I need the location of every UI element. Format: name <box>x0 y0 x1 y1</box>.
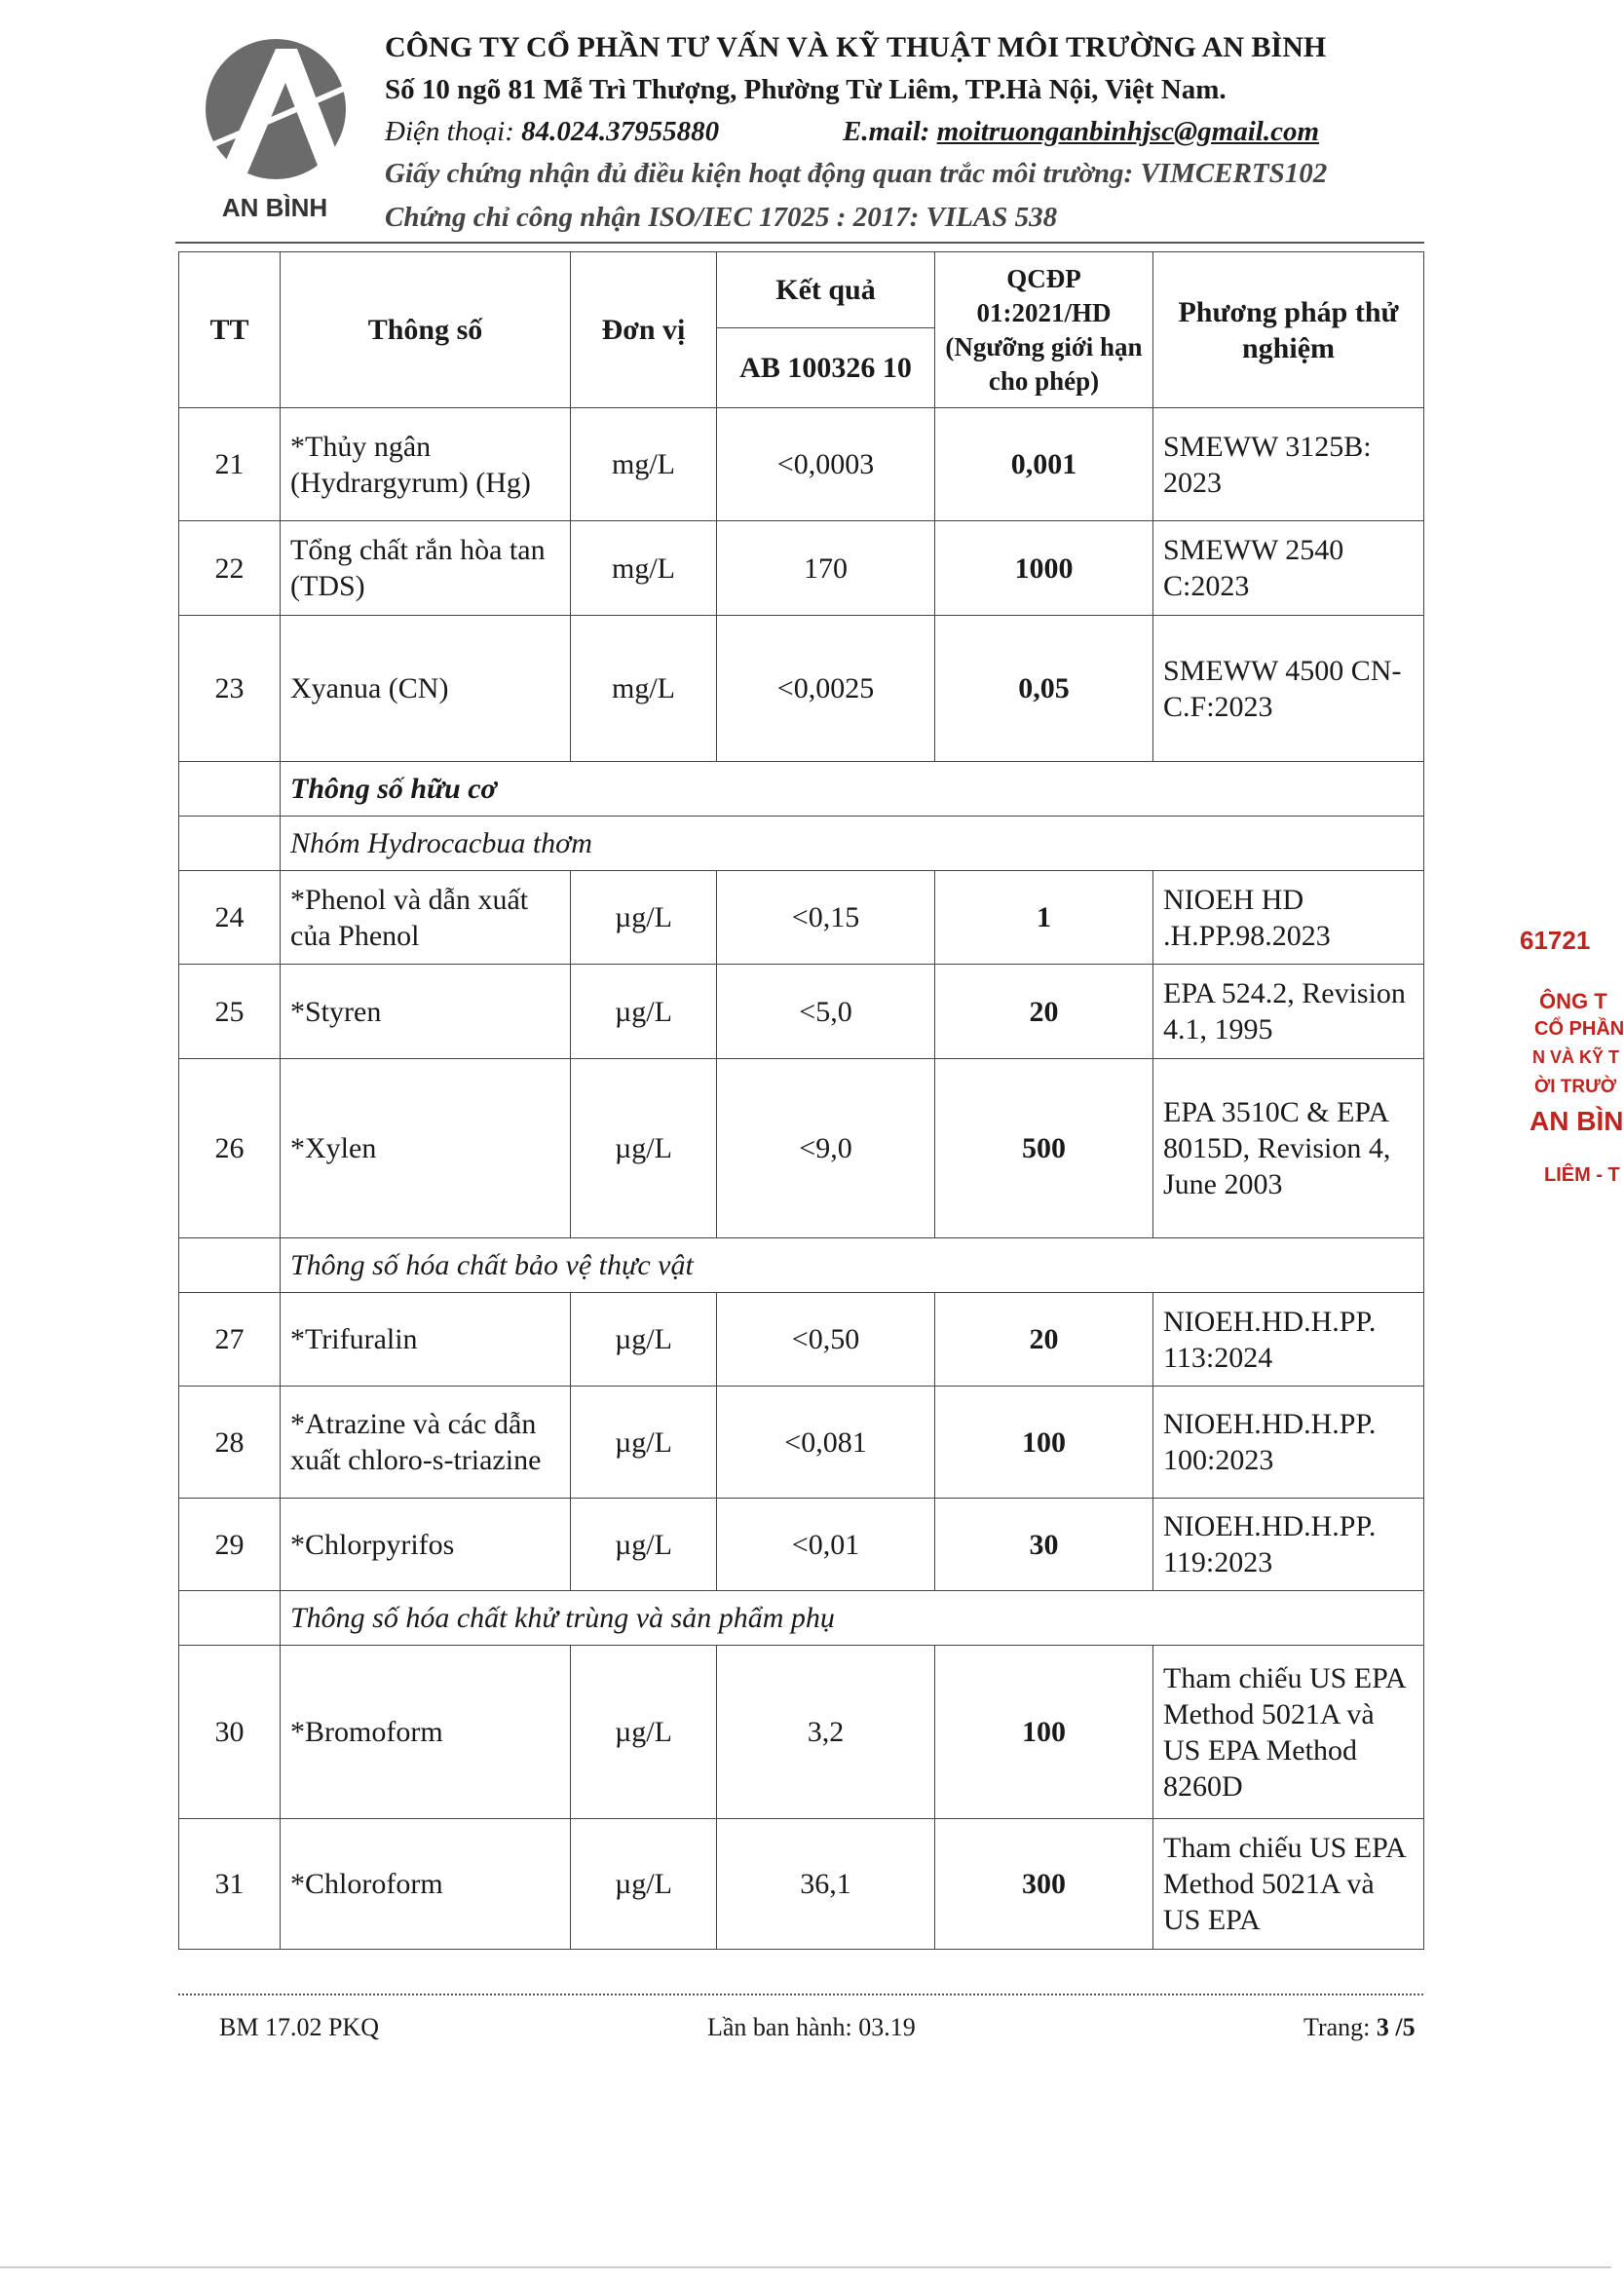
company-stamp <box>1486 926 1624 1218</box>
cell-unit: µg/L <box>571 1819 717 1950</box>
cell-limit: 0,05 <box>935 616 1153 762</box>
group-row <box>179 1238 1424 1293</box>
cell-tt: 24 <box>179 871 281 965</box>
footer-rule <box>178 1994 1423 1995</box>
stamp-line: LIÊM - T <box>1544 1164 1620 1186</box>
results-table <box>178 251 1424 1950</box>
group-row <box>179 1591 1424 1646</box>
cell-param: *Thủy ngân (Hydrargyrum) (Hg) <box>281 408 571 521</box>
header-rule <box>175 242 1424 244</box>
stamp-line: CỔ PHẦN <box>1534 1018 1624 1040</box>
certificate-line: Giấy chứng nhận đủ điều kiện hoạt động quan trắc môi trường: VIMCERTS102 <box>385 158 1328 189</box>
phone-label: Điện thoại: <box>385 116 522 147</box>
cell-unit: µg/L <box>571 1059 717 1238</box>
group-spacer <box>179 762 281 817</box>
group-spacer <box>179 1591 281 1646</box>
cell-unit: mg/L <box>571 521 717 616</box>
cell-tt: 25 <box>179 965 281 1059</box>
cell-unit: µg/L <box>571 1293 717 1387</box>
email-link[interactable]: moitruonganbinhjsc@gmail.com <box>936 116 1320 147</box>
issue-number: Lần ban hành: 03.19 <box>707 2013 916 2041</box>
cell-param: Tổng chất rắn hòa tan (TDS) <box>281 521 571 616</box>
cell-unit: mg/L <box>571 616 717 762</box>
table-row <box>179 1499 1424 1591</box>
cell-param: *Styren <box>281 965 571 1059</box>
cell-result: <0,01 <box>717 1499 935 1591</box>
cell-tt: 26 <box>179 1059 281 1238</box>
logo-text: AN BÌNH <box>221 193 328 222</box>
group-disinfect: Thông số hóa chất khử trùng và sản phẩm phụ <box>281 1591 1424 1646</box>
table-row <box>179 408 1424 521</box>
group-row <box>179 762 1424 817</box>
header-method: Phương pháp thử nghiệm <box>1153 252 1424 408</box>
scan-edge <box>0 2266 1611 2268</box>
cell-limit: 100 <box>935 1646 1153 1819</box>
cell-unit: µg/L <box>571 1387 717 1499</box>
cell-limit: 300 <box>935 1819 1153 1950</box>
cell-method: NIOEH.HD.H.PP. 113:2024 <box>1153 1293 1424 1387</box>
table-row <box>179 1819 1424 1950</box>
cell-method: SMEWW 4500 CN- C.F:2023 <box>1153 616 1424 762</box>
cell-unit: mg/L <box>571 408 717 521</box>
cell-param: *Phenol và dẫn xuất của Phenol <box>281 871 571 965</box>
group-pesticide: Thông số hóa chất bảo vệ thực vật <box>281 1238 1424 1293</box>
table-row <box>179 965 1424 1059</box>
header-tt: TT <box>179 252 281 408</box>
iso-line: Chứng chỉ công nhận ISO/IEC 17025 : 2017: VILAS 538 <box>385 202 1058 233</box>
cell-unit: µg/L <box>571 871 717 965</box>
group-spacer <box>179 1238 281 1293</box>
cell-param: *Chloroform <box>281 1819 571 1950</box>
cell-param: Xyanua (CN) <box>281 616 571 762</box>
cell-unit: µg/L <box>571 1646 717 1819</box>
cell-result: 36,1 <box>717 1819 935 1950</box>
cell-result: <0,081 <box>717 1387 935 1499</box>
stamp-line: AN BÌN <box>1530 1106 1624 1136</box>
cell-tt: 30 <box>179 1646 281 1819</box>
cell-result: <0,0025 <box>717 616 935 762</box>
group-spacer <box>179 817 281 871</box>
cell-method: NIOEH HD .H.PP.98.2023 <box>1153 871 1424 965</box>
cell-method: EPA 3510C & EPA 8015D, Revision 4, June 2003 <box>1153 1059 1424 1238</box>
phone-number: 84.024.37955880 <box>521 116 720 147</box>
cell-result: <0,0003 <box>717 408 935 521</box>
cell-tt: 21 <box>179 408 281 521</box>
cell-method: NIOEH.HD.H.PP. 100:2023 <box>1153 1387 1424 1499</box>
cell-tt: 23 <box>179 616 281 762</box>
stamp-line: 61721 <box>1520 926 1591 955</box>
header-result: Kết quả <box>717 252 935 328</box>
table-row <box>179 871 1424 965</box>
cell-method: Tham chiếu US EPA Method 5021A và US EPA <box>1153 1819 1424 1950</box>
stamp-line: ỜI TRƯỜ <box>1534 1077 1617 1097</box>
cell-param: *Xylen <box>281 1059 571 1238</box>
table-row <box>179 521 1424 616</box>
cell-method: EPA 524.2, Revision 4.1, 1995 <box>1153 965 1424 1059</box>
cell-method: SMEWW 2540 C:2023 <box>1153 521 1424 616</box>
header-sample: AB 100326 10 <box>717 328 935 408</box>
cell-limit: 20 <box>935 965 1153 1059</box>
cell-result: 170 <box>717 521 935 616</box>
table-row <box>179 1293 1424 1387</box>
cell-tt: 29 <box>179 1499 281 1591</box>
page-label: Trang: <box>1303 2013 1377 2041</box>
cell-param: *Bromoform <box>281 1646 571 1819</box>
cell-limit: 20 <box>935 1293 1153 1387</box>
cell-result: <9,0 <box>717 1059 935 1238</box>
cell-tt: 31 <box>179 1819 281 1950</box>
contact-line <box>385 113 1320 150</box>
cell-limit: 1 <box>935 871 1153 965</box>
header-param: Thông số <box>281 252 571 408</box>
email-label: E.mail: <box>843 116 937 147</box>
cell-limit: 30 <box>935 1499 1153 1591</box>
cell-tt: 27 <box>179 1293 281 1387</box>
table-row <box>179 1387 1424 1499</box>
cell-result: <0,50 <box>717 1293 935 1387</box>
form-code: BM 17.02 PKQ <box>219 2013 379 2041</box>
cell-limit: 1000 <box>935 521 1153 616</box>
table-row <box>179 1646 1424 1819</box>
cell-param: *Atrazine và các dẫn xuất chloro-s-triazine <box>281 1387 571 1499</box>
cell-limit: 500 <box>935 1059 1153 1238</box>
company-logo <box>200 29 351 224</box>
cell-param: *Chlorpyrifos <box>281 1499 571 1591</box>
header-unit: Đơn vị <box>571 252 717 408</box>
stamp-line: N VÀ KỸ T <box>1532 1047 1620 1067</box>
cell-result: <0,15 <box>717 871 935 965</box>
cell-result: <5,0 <box>717 965 935 1059</box>
cell-param: *Trifuralin <box>281 1293 571 1387</box>
page-number <box>1303 2013 1416 2042</box>
group-row <box>179 817 1424 871</box>
cell-unit: µg/L <box>571 1499 717 1591</box>
cell-tt: 28 <box>179 1387 281 1499</box>
cell-method: Tham chiếu US EPA Method 5021A và US EPA Method 8260D <box>1153 1646 1424 1819</box>
header-limit: QCĐP 01:2021/HD (Ngưỡng giới hạn cho phép) <box>935 252 1153 408</box>
company-name: CÔNG TY CỔ PHẦN TƯ VẤN VÀ KỸ THUẬT MÔI TRƯỜNG AN BÌNH <box>385 31 1327 63</box>
table-row <box>179 1059 1424 1238</box>
email-block <box>843 113 1319 150</box>
cell-tt: 22 <box>179 521 281 616</box>
group-aromatic: Nhóm Hydrocacbua thơm <box>281 817 1424 871</box>
cell-method: SMEWW 3125B: 2023 <box>1153 408 1424 521</box>
page-value: 3 /5 <box>1376 2013 1416 2041</box>
cell-unit: µg/L <box>571 965 717 1059</box>
company-address: Số 10 ngõ 81 Mễ Trì Thượng, Phường Từ Liêm, TP.Hà Nội, Việt Nam. <box>385 74 1227 105</box>
group-organic: Thông số hữu cơ <box>281 762 1424 817</box>
stamp-line: ÔNG T <box>1539 989 1607 1013</box>
cell-result: 3,2 <box>717 1646 935 1819</box>
cell-method: NIOEH.HD.H.PP. 119:2023 <box>1153 1499 1424 1591</box>
cell-limit: 100 <box>935 1387 1153 1499</box>
table-row <box>179 616 1424 762</box>
cell-limit: 0,001 <box>935 408 1153 521</box>
